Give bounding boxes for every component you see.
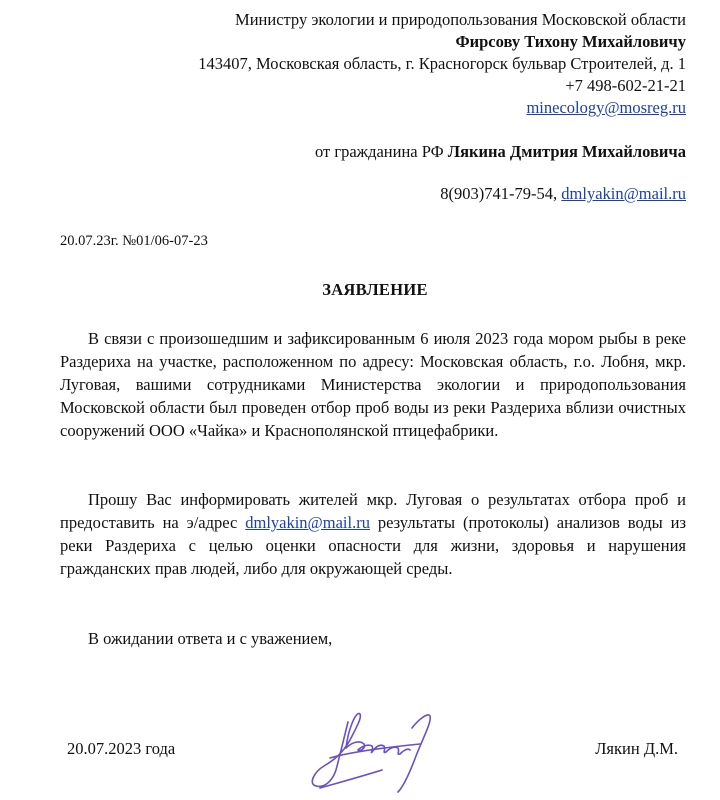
document-title: ЗАЯВЛЕНИЕ bbox=[322, 280, 428, 299]
sender-phone: 8(903)741-79-54, bbox=[440, 184, 562, 203]
addressee-phone: +7 498-602-21-21 bbox=[565, 76, 686, 95]
paragraph-1: В связи с произошедшим и зафиксированным 6 июля 2023 года мором рыбы в реке Раздериха на участке, расположенном по адресу: Московская область, г.о. Лобня, мкр. Луговая, вашими сотрудниками Министерства экологии и природопользования Московской области был проведен отбор проб воды из реки Раздериха вблизи очистных сооружений ООО «Чайка» и Краснополянской птицефабрики. bbox=[60, 329, 686, 440]
closing-line: В ожидании ответа и с уважением, bbox=[88, 629, 333, 648]
sender-name: Лякина Дмитрия Михайловича bbox=[447, 142, 686, 161]
paragraph-2-text-start: Прошу Вас информировать жителей мкр. Луговая о результатах отбора проб и предоставить на э/адрес bbox=[60, 490, 686, 532]
addressee-address: 143407, Московская область, г. Красногорск бульвар Строителей, д. 1 bbox=[198, 54, 686, 73]
addressee-name: Фирсову Тихону Михайловичу bbox=[455, 32, 686, 51]
sender-contacts bbox=[440, 183, 686, 205]
handwritten-signature bbox=[300, 700, 460, 795]
signatory-name: Лякин Д.М. bbox=[595, 739, 678, 758]
addressee-block bbox=[198, 9, 686, 119]
sender-line bbox=[315, 141, 686, 163]
paragraph-2-text-end: результаты (протоколы) анализов воды из реки Раздериха с целью оценки опасности для жизни, здоровья и нарушения гражданских прав людей, либо для окружающей среды. bbox=[60, 513, 686, 578]
addressee-title: Министру экологии и природопользования Московской области bbox=[235, 10, 686, 29]
reference-number: 20.07.23г. №01/06-07-23 bbox=[60, 233, 208, 249]
sender-prefix: от гражданина РФ bbox=[314, 142, 448, 161]
addressee-email-link[interactable]: minecology@mosreg.ru bbox=[526, 98, 686, 117]
paragraph-2 bbox=[60, 488, 686, 580]
paragraph-2-email-link[interactable]: dmlyakin@mail.ru bbox=[245, 513, 370, 532]
signature-date: 20.07.2023 года bbox=[67, 739, 176, 758]
sender-email-link[interactable]: dmlyakin@mail.ru bbox=[561, 184, 686, 203]
